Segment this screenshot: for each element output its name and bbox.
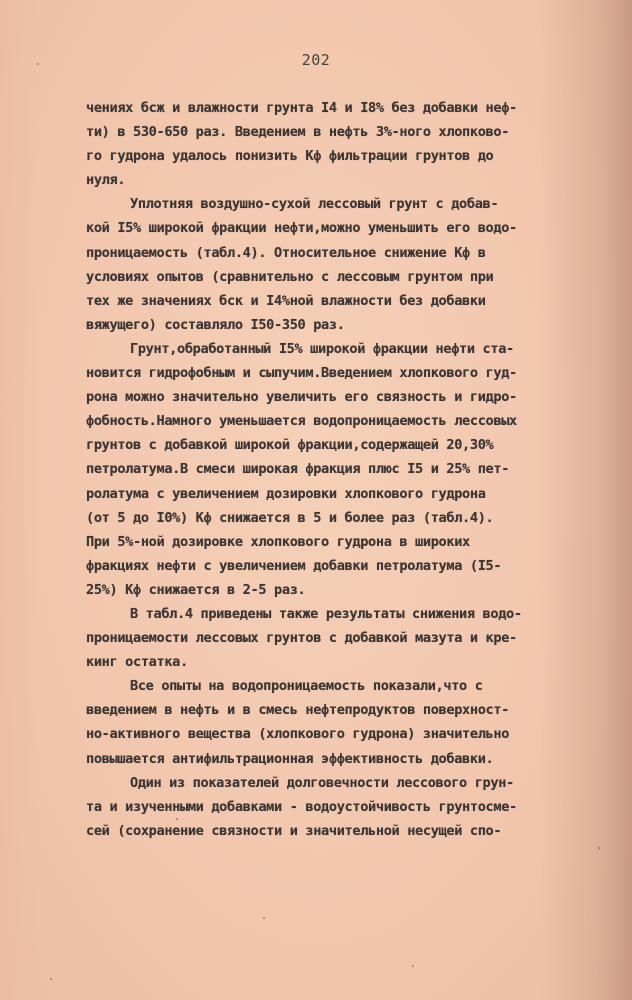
text-line: тех же значениях бск и I4%ной влажности без добавки — [86, 292, 486, 309]
text-line: та и изученными добавками - водоустойчивость грунтосме- — [86, 798, 517, 815]
text-line: ролатума с увеличением дозировки хлопкового гудрона — [86, 485, 486, 502]
body-text — [86, 96, 586, 843]
text-line: фобность.Намного уменьшается водопроницаемость лессовых — [86, 413, 517, 430]
text-line: ти) в 530-650 раз. Введением в нефть 3%-ного хлопково- — [86, 124, 510, 141]
paragraph-start-line: Грунт,обработанный I5% широкой фракции нефти ста- — [130, 340, 514, 357]
text-line: чениях бсж и влажности грунта I4 и I8% без добавки неф- — [86, 100, 517, 116]
page-number: 202 — [301, 51, 331, 69]
text-line: 25%) Кф снижается в 2-5 раз. — [86, 581, 306, 598]
text-line: При 5%-ной дозировке хлопкового гудрона в широких — [86, 533, 470, 550]
text-line: вяжущего) составляло I50-350 раз. — [86, 316, 345, 333]
paper-speck — [176, 818, 178, 820]
paragraph-start-line: Уплотняя воздушно-сухой лессовый грунт с добав- — [130, 196, 499, 213]
text-line: проницаемость (табл.4). Относительное снижение Кф в — [86, 244, 486, 261]
paragraph-start-line: В табл.4 приведены также результаты снижения водо- — [130, 605, 522, 622]
text-line: рона можно значительно увеличить его связность и гидро- — [86, 389, 517, 406]
paragraph-start-line: Все опыты на водопроницаемость показали,что с — [130, 678, 483, 695]
text-line: нуля. — [86, 172, 126, 189]
text-line: но-активного вещества (хлопкового гудрона) значительно — [86, 726, 510, 743]
text-line: новится гидрофобным и сыпучим.Введением хлопкового гуд- — [86, 365, 517, 382]
paper-speck — [598, 847, 600, 849]
text-line: кинг остатка. — [86, 654, 188, 671]
text-line: условиях опытов (сравнительно с лессовым грунтом при — [86, 268, 494, 285]
text-line: проницаемости лессовых грунтов с добавкой мазута и кре- — [86, 630, 517, 647]
text-line: кой I5% широкой фракции нефти,можно уменьшить его водо- — [86, 220, 517, 237]
paper-speck — [50, 978, 52, 980]
text-line: грунтов с добавкой широкой фракции,содержащей 20,30% — [86, 437, 494, 454]
paragraph-start-line: Один из показателей долговечности лессового грун- — [130, 774, 514, 791]
paper-speck — [263, 917, 265, 919]
text-line: повышается антифильтрационная эффективность добавки. — [86, 750, 494, 767]
text-line: (от 5 до I0%) Кф снижается в 5 и более раз (табл.4). — [86, 509, 494, 526]
paper-speck — [37, 63, 39, 65]
text-line: фракциях нефти с увеличением добавки петролатума (I5- — [86, 557, 502, 574]
text-line: го гудрона удалось понизить Кф фильтрации грунтов до — [86, 148, 494, 165]
paper-speck — [412, 965, 414, 967]
text-line: петролатума.В смеси широкая фракция плюс I5 и 25% пет- — [86, 461, 510, 478]
text-line: введением в нефть и в смесь нефтепродуктов поверхност- — [86, 702, 510, 719]
text-line: сей (сохранение связности и значительной несущей спо- — [86, 822, 502, 839]
